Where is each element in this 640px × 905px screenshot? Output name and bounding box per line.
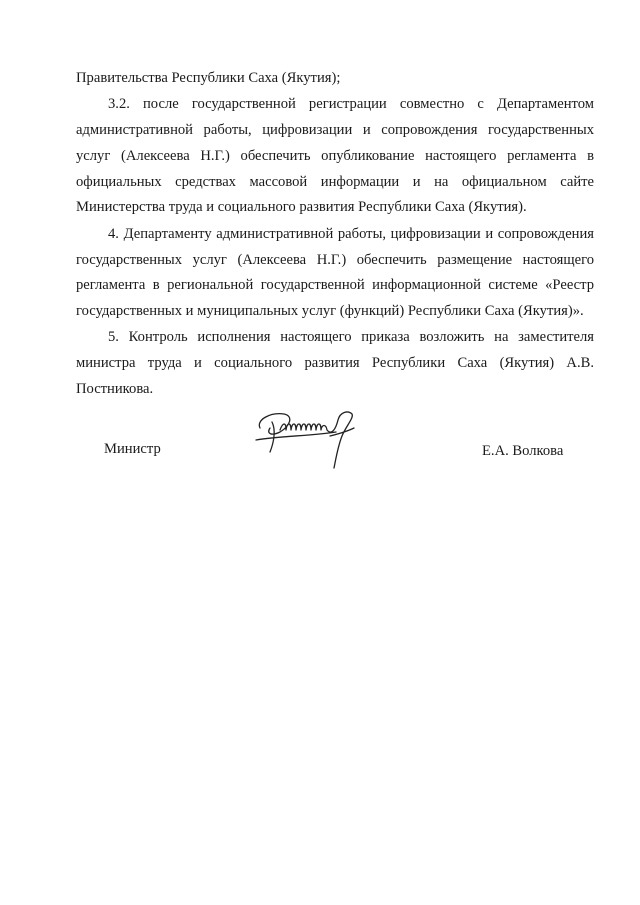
signatory-name: Е.А. Волкова [482, 443, 564, 459]
document-body [76, 66, 594, 403]
paragraph-5: 5. Контроль исполнения настоящего приказа возложить на заместителя министра труда и социального развития Республики Саха (Якутия) А.В. Постникова. [76, 329, 594, 398]
signatory-title: Министр [104, 441, 161, 457]
signature-block [0, 404, 640, 494]
handwritten-signature-icon [250, 406, 370, 478]
paragraph-3-2: 3.2. после государственной регистрации совместно с Департаментом административной работы, цифровизации и сопровождения государственных услуг (Алексеева Н.Г.) обеспечить опубликование настоящего регламента в официальных средствах массовой информации и на официальном сайте Министерства труда и социального развития Республики Саха (Якутия). [76, 96, 594, 216]
paragraph-4: 4. Департаменту административной работы, цифровизации и сопровождения государственных услуг (Алексеева Н.Г.) обеспечить размещение настоящего регламента в региональной государственной информационной системе «Реестр государственных и муниципальных услуг (функций) Республики Саха (Якутия)». [76, 225, 594, 320]
paragraph-continuation: Правительства Республики Саха (Якутия); [76, 70, 341, 86]
